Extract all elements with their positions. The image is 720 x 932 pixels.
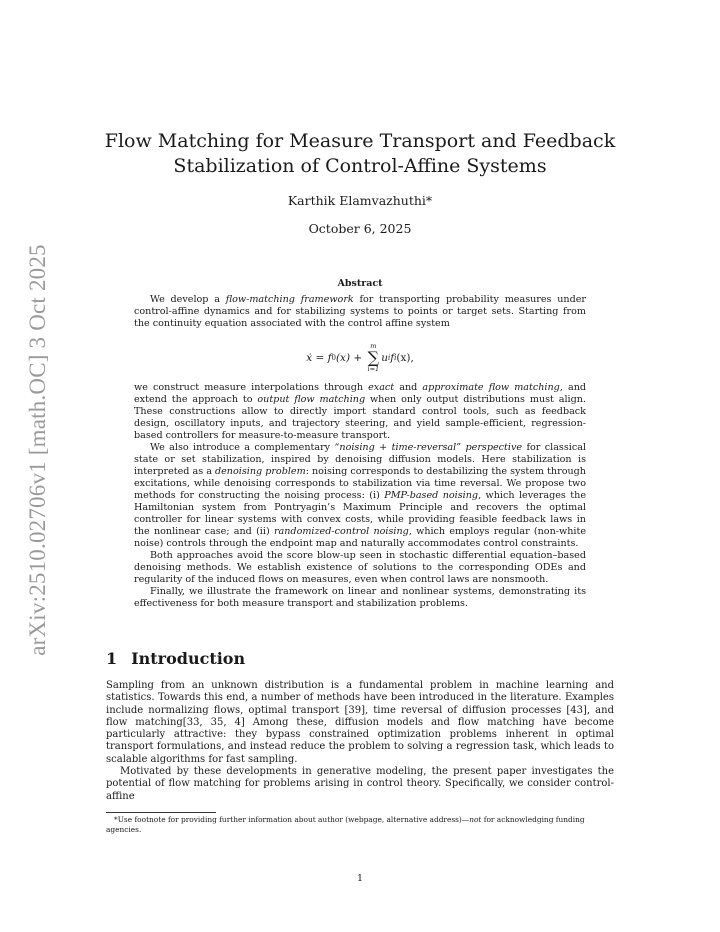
abstract-paragraph-5: Finally, we illustrate the framework on linear and nonlinear systems, demonstrating its effectiveness for both measure transport and stabilization problems. (134, 586, 586, 609)
author: Karthik Elamvazhuthi* (287, 193, 433, 208)
control-affine-equation: ẋ = f 0 (x) + m ∑ i=1 u i f i (x), (306, 342, 414, 373)
date: October 6, 2025 (308, 221, 412, 236)
abstract-paragraph-3: We also introduce a complementary “noising + time-reversal” perspective for classical state or set stabilization, inspired by denoising diffusion models. Here stabilization is interpreted as a denoising problem: noising corresponds to destabilizing the system through excitations, while denoising corresponds to stabilization via time reversal. We propose two methods for constructing the noising process: (i) PMP-based noising, which leverages the Hamiltonian system from Pontryagin’s Maximum Principle and recovers the optimal controller for linear systems with convex costs, while providing feasible feedback laws in the nonlinear case; and (ii) randomized-control noising, which employs regular (non-white noise) controls through the endpoint map and naturally accommodates control constraints. (134, 442, 587, 549)
intro-paragraph-2: Motivated by these developments in generative modeling, the present paper investigates the potential of flow matching for problems arising in control theory. Specifically, we consider control-affine (106, 766, 614, 802)
section-number: 1 (106, 649, 118, 668)
page-number: 1 (356, 873, 364, 884)
abstract-paragraph-2: we construct measure interpolations through exact and approximate flow matching, and extend the approach to output flow matching when only output distributions must align. These constructions allow to directly import standard control tools, such as feedback design, oscillatory inputs, and trajectory steering, and yield sample-efficient, regression-based controllers for measure-to-measure transport. (134, 382, 587, 441)
footnote: *Use footnote for providing further information about author (webpage, alternative address)—not for acknowledging funding agencies. (106, 815, 585, 834)
arxiv-id: arXiv:2510.02706v1 [math.OC] 3 Oct 2025 (25, 244, 50, 656)
footnote-rule (106, 812, 216, 813)
abstract-body (134, 382, 586, 610)
title-line-2: Stabilization of Control-Affine Systems (173, 155, 547, 177)
title-line-1: Flow Matching for Measure Transport and Feedback (104, 130, 616, 152)
abstract-heading: Abstract (337, 278, 383, 289)
section-heading (106, 649, 245, 668)
abstract-paragraph-4: Both approaches avoid the score blow-up seen in stochastic differential equation–based denoising methods. We establish existence of solutions to the corresponding ODEs and regularity of the induced flows on measures, even when control laws are nonsmooth. (134, 550, 586, 585)
section-title: Introduction (131, 649, 246, 668)
arxiv-stamp (16, 244, 60, 656)
intro-paragraph-1: Sampling from an unknown distribution is a fundamental problem in machine learning and statistics. Towards this end, a number of methods have been introduced in the literature. Examples include normalizing flows, optimal transport [39], time reversal of diffusion processes [43], and flow matching[33, 35, 4] Among these, diffusion models and flow matching have become particularly attractive: they bypass constrained optimization problems inherent in optimal transport formulations, and instead reduce the problem to solving a regression task, which leads to scalable algorithms for fast sampling. (106, 680, 614, 765)
introduction-body (106, 680, 614, 803)
paper-title (100, 129, 620, 179)
summation: m ∑ i=1 (367, 342, 380, 373)
abstract-paragraph-1: We develop a flow-matching framework for transporting probability measures under control-affine dynamics and for stabilizing systems to points or target sets. Starting from the continuity equation associated with the control affine system (134, 294, 587, 329)
